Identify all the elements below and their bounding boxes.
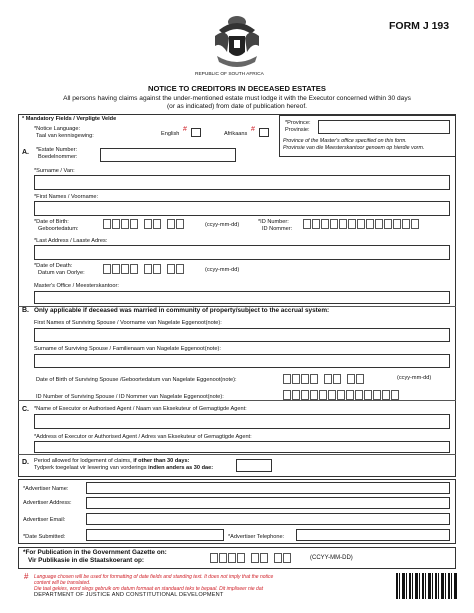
section-c-letter: C. xyxy=(22,406,29,413)
publication-format: (CCYY-MM-DD) xyxy=(310,555,353,561)
dob-cells[interactable] xyxy=(103,219,185,229)
publication-label: *For Publication in the Government Gazette on: xyxy=(23,549,167,556)
province-note: Province of the Master's office specified on this form. xyxy=(283,138,407,144)
notice-language-label: *Notice Language: xyxy=(34,126,81,132)
barcode-icon xyxy=(396,573,458,599)
executor-name-label: *Name of Executor or Authorised Agent / Naam van Eksekuteur of Gemagtigde Agent: xyxy=(34,406,247,412)
claims-period-label: Period allowed for lodgement of claims, if other than 30 days: xyxy=(34,458,190,464)
mandatory-note: * Mandatory Fields / Verpligte Velde xyxy=(22,116,117,122)
date-submitted-input[interactable] xyxy=(86,529,224,541)
advertiser-telephone-label: *Advertiser Telephone: xyxy=(228,534,285,540)
claims-period-label-af: Tydperk toegelaat vir lewering van vorderings indien anders as 30 dae: xyxy=(34,465,214,471)
advertiser-telephone-input[interactable] xyxy=(296,529,450,541)
spouse-id-label: ID Number of Surviving Spouse / ID Nommer van Nagelate Eggenoot(note): xyxy=(36,394,224,400)
section-a-letter: A. xyxy=(22,149,29,156)
advertiser-name-label: *Advertiser Name: xyxy=(23,486,69,492)
last-address-input[interactable] xyxy=(34,245,450,260)
intro-line-1: All persons having claims against the under-mentioned estate must lodge it with the Executor concerned within 30 days xyxy=(63,95,411,102)
coat-of-arms-icon xyxy=(205,12,269,72)
advertiser-email-label: Advertiser Email: xyxy=(23,517,66,523)
form-title: NOTICE TO CREDITORS IN DECEASED ESTATES xyxy=(148,84,326,93)
province-select[interactable] xyxy=(318,120,450,134)
spouse-surname-label: Surname of Surviving Spouse / Familienaam van Nagelate Eggenoot(note): xyxy=(34,346,221,352)
id-number-cells[interactable] xyxy=(303,219,420,229)
dod-label-af: Datum van Oorlye: xyxy=(38,270,85,276)
spouse-first-names-label: First Names of Surviving Spouse / Voorname van Nagelate Eggenoot(note): xyxy=(34,320,222,326)
form-number: FORM J 193 xyxy=(389,20,450,32)
notice-language-label-af: Taal van kennisgewing: xyxy=(36,133,94,139)
intro-line-2: (or as indicated) from date of publication hereof. xyxy=(166,103,307,110)
footer-hash: # xyxy=(24,572,29,581)
section-b-letter: B. xyxy=(22,307,29,314)
estate-number-label: *Estate Number: xyxy=(36,147,78,153)
executor-address-input[interactable] xyxy=(34,441,450,453)
section-b-heading: Only applicable if deceased was married in community of property/subject to the accrual system: xyxy=(34,307,330,314)
english-checkbox[interactable] xyxy=(191,128,201,137)
footer-note-en-1: Language chosen will be used for formatting of date fields and standing text. It does not imply that the notice xyxy=(34,574,274,580)
province-label: *Province: xyxy=(285,120,311,126)
spouse-dob-format: (ccyy-mm-dd) xyxy=(397,375,432,381)
spouse-dob-label: Date of Birth of Surviving Spouse /Geboortedatum van Nagelate Eggenoot(note): xyxy=(36,377,237,383)
spouse-id-cells[interactable] xyxy=(283,390,400,400)
estate-number-input[interactable] xyxy=(100,148,236,162)
publication-label-af: Vir Publikasie in die Staatskoerant op: xyxy=(28,557,145,564)
footer-note-af: Die taal gekies, word slegs gebruik om datum formaat en standaard teks te bepaal. Dit impliseer nie dat xyxy=(34,586,264,592)
executor-name-input[interactable] xyxy=(34,414,450,429)
afrikaans-label: Afrikaans xyxy=(224,131,248,137)
advertiser-name-input[interactable] xyxy=(86,482,450,494)
dob-format: (ccyy-mm-dd) xyxy=(205,222,240,228)
dod-format: (ccyy-mm-dd) xyxy=(205,267,240,273)
country-label: REPUBLIC OF SOUTH AFRICA xyxy=(195,72,264,77)
surname-label: *Surname / Van: xyxy=(34,168,75,174)
afrikaans-hash: # xyxy=(251,126,255,133)
advertiser-address-label: Advertiser Address: xyxy=(23,500,72,506)
spouse-dob-cells[interactable] xyxy=(283,374,365,384)
estate-number-label-af: Boedelnommer: xyxy=(38,154,78,160)
masters-office-label: Master's Office / Meesterskantoor: xyxy=(34,283,119,289)
province-note-af: Provinsie van die Meesterskantoor genoem op hierdie vorm. xyxy=(283,145,425,151)
department-name: DEPARTMENT OF JUSTICE AND CONSTITUTIONAL DEVELOPMENT xyxy=(34,592,224,598)
advertiser-address-input[interactable] xyxy=(86,497,450,509)
english-label: English xyxy=(161,131,180,137)
dob-label: *Date of Birth: xyxy=(34,219,69,225)
section-d-letter: D. xyxy=(22,459,29,466)
afrikaans-checkbox[interactable] xyxy=(259,128,269,137)
first-names-input[interactable] xyxy=(34,201,450,216)
dod-label: *Date of Death: xyxy=(34,263,73,269)
footer-note-en-2: content will be translated. xyxy=(34,580,91,586)
claims-period-input[interactable] xyxy=(236,459,272,472)
date-submitted-label: *Date Submitted: xyxy=(23,534,66,540)
masters-office-input[interactable] xyxy=(34,291,450,304)
spouse-first-names-input[interactable] xyxy=(34,328,450,342)
id-number-label: *ID Number: xyxy=(258,219,289,225)
surname-input[interactable] xyxy=(34,175,450,190)
dob-label-af: Geboortedatum: xyxy=(38,226,79,232)
publication-date-cells[interactable] xyxy=(210,553,292,563)
first-names-label: *First Names / Voorname: xyxy=(34,194,99,200)
english-hash: # xyxy=(183,126,187,133)
dod-cells[interactable] xyxy=(103,264,185,274)
id-number-label-af: ID Nommer: xyxy=(262,226,293,232)
last-address-label: *Last Address / Laaste Adres: xyxy=(34,238,108,244)
spouse-surname-input[interactable] xyxy=(34,354,450,368)
executor-address-label: *Address of Executor or Authorised Agent / Adres van Eksekuteur of Gemagtigde Agent: xyxy=(34,434,252,440)
advertiser-email-input[interactable] xyxy=(86,513,450,525)
province-label-af: Provinsie: xyxy=(285,127,310,133)
